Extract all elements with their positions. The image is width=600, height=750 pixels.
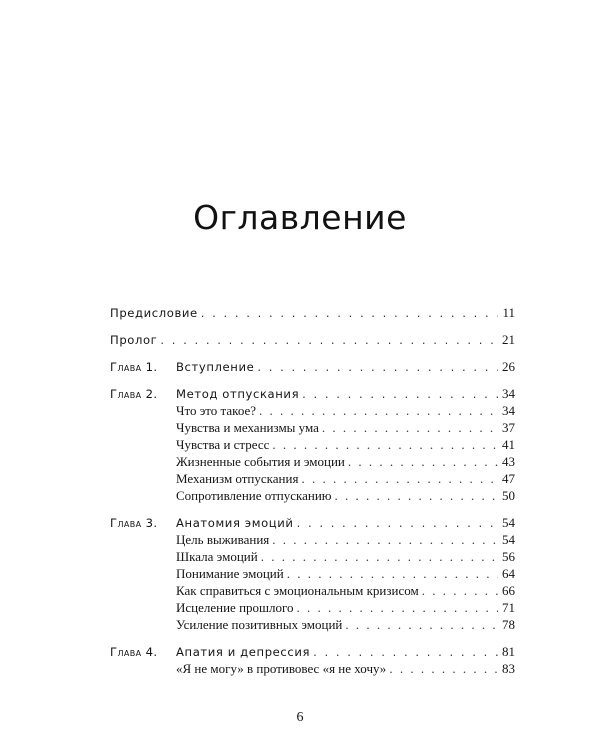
entry-page-number: 43 xyxy=(502,454,515,469)
chapter-label: Глава 1. xyxy=(110,360,158,374)
toc-subentry[interactable] xyxy=(110,453,515,470)
entry-page-number: 21 xyxy=(502,332,515,347)
entry-title: Цель выживания xyxy=(176,532,270,547)
dot-leader xyxy=(389,660,498,677)
entry-title: Усиление позитивных эмоций xyxy=(176,617,343,632)
toc-group xyxy=(110,643,515,677)
entry-title: Сопротивление отпусканию xyxy=(176,488,332,503)
toc-group xyxy=(110,304,515,321)
toc-subentry[interactable] xyxy=(110,548,515,565)
entry-page-number: 81 xyxy=(502,644,515,659)
toc-subentry[interactable] xyxy=(110,582,515,599)
entry-title: Предисловие xyxy=(110,306,198,320)
entry-page-number: 83 xyxy=(502,661,515,676)
entry-title: Механизм отпускания xyxy=(176,471,299,486)
toc-entry[interactable] xyxy=(110,358,515,375)
entry-title: Исцеление прошлого xyxy=(176,600,294,615)
entry-page-number: 54 xyxy=(502,532,515,547)
dot-leader xyxy=(322,419,498,436)
toc-subentry[interactable] xyxy=(110,616,515,633)
entry-page-number: 37 xyxy=(502,420,515,435)
dot-leader xyxy=(313,644,498,661)
dot-leader xyxy=(287,565,498,582)
entry-title: Метод отпускания xyxy=(176,387,300,401)
entry-page-number: 41 xyxy=(502,437,515,452)
dot-leader xyxy=(272,531,498,548)
toc-entry[interactable] xyxy=(110,304,515,321)
toc-subentry[interactable] xyxy=(110,419,515,436)
table-of-contents xyxy=(110,304,515,687)
entry-page-number: 26 xyxy=(502,359,515,374)
entry-title: Что это такое? xyxy=(176,403,257,418)
entry-page-number: 56 xyxy=(502,549,515,564)
chapter-label: Глава 4. xyxy=(110,645,158,659)
dot-leader xyxy=(302,386,498,403)
entry-title: Как справиться с эмоциональным кризисом xyxy=(176,583,419,598)
entry-page-number: 54 xyxy=(502,515,515,530)
dot-leader xyxy=(335,487,498,504)
dot-leader xyxy=(259,402,498,419)
toc-subentry[interactable] xyxy=(110,599,515,616)
toc-subentry[interactable] xyxy=(110,402,515,419)
toc-entry[interactable] xyxy=(110,643,515,660)
toc-subentry[interactable] xyxy=(110,531,515,548)
dot-leader xyxy=(261,548,498,565)
entry-title: Пролог xyxy=(110,333,158,347)
entry-title: «Я не могу» в противовес «я не хочу» xyxy=(176,661,387,676)
entry-page-number: 78 xyxy=(502,617,515,632)
toc-subentry[interactable] xyxy=(110,436,515,453)
entry-title: Понимание эмоций xyxy=(176,566,284,581)
toc-entry[interactable] xyxy=(110,385,515,402)
entry-title: Шкала эмоций xyxy=(176,549,258,564)
entry-page-number: 34 xyxy=(502,386,515,401)
dot-leader xyxy=(160,332,498,349)
page-number: 6 xyxy=(296,710,304,725)
dot-leader xyxy=(345,616,498,633)
dot-leader xyxy=(348,453,498,470)
chapter-label: Глава 2. xyxy=(110,387,158,401)
entry-title: Апатия и депрессия xyxy=(176,645,311,659)
toc-subentry[interactable] xyxy=(110,470,515,487)
entry-title: Вступление xyxy=(176,360,255,374)
toc-group xyxy=(110,358,515,375)
toc-subentry[interactable] xyxy=(110,487,515,504)
entry-title: Чувства и механизмы ума xyxy=(176,420,319,435)
entry-page-number: 71 xyxy=(502,600,515,615)
dot-leader xyxy=(297,515,498,532)
dot-leader xyxy=(301,470,498,487)
dot-leader xyxy=(257,359,498,376)
entry-page-number: 47 xyxy=(502,471,515,486)
toc-group xyxy=(110,331,515,348)
entry-page-number: 11 xyxy=(502,305,515,320)
toc-entry[interactable] xyxy=(110,514,515,531)
entry-page-number: 64 xyxy=(502,566,515,581)
entry-page-number: 34 xyxy=(502,403,515,418)
entry-page-number: 66 xyxy=(502,583,515,598)
dot-leader xyxy=(201,305,498,322)
entry-title: Анатомия эмоций xyxy=(176,516,294,530)
dot-leader xyxy=(422,582,498,599)
toc-entry[interactable] xyxy=(110,331,515,348)
entry-title: Жизненные события и эмоции xyxy=(176,454,345,469)
entry-page-number: 50 xyxy=(502,488,515,503)
toc-subentry[interactable] xyxy=(110,565,515,582)
entry-title: Чувства и стресс xyxy=(176,437,270,452)
toc-group xyxy=(110,385,515,504)
dot-leader xyxy=(272,436,498,453)
toc-group xyxy=(110,514,515,633)
dot-leader xyxy=(297,599,498,616)
chapter-label: Глава 3. xyxy=(110,516,158,530)
toc-subentry[interactable] xyxy=(110,660,515,677)
page-title: Оглавление xyxy=(193,198,407,237)
